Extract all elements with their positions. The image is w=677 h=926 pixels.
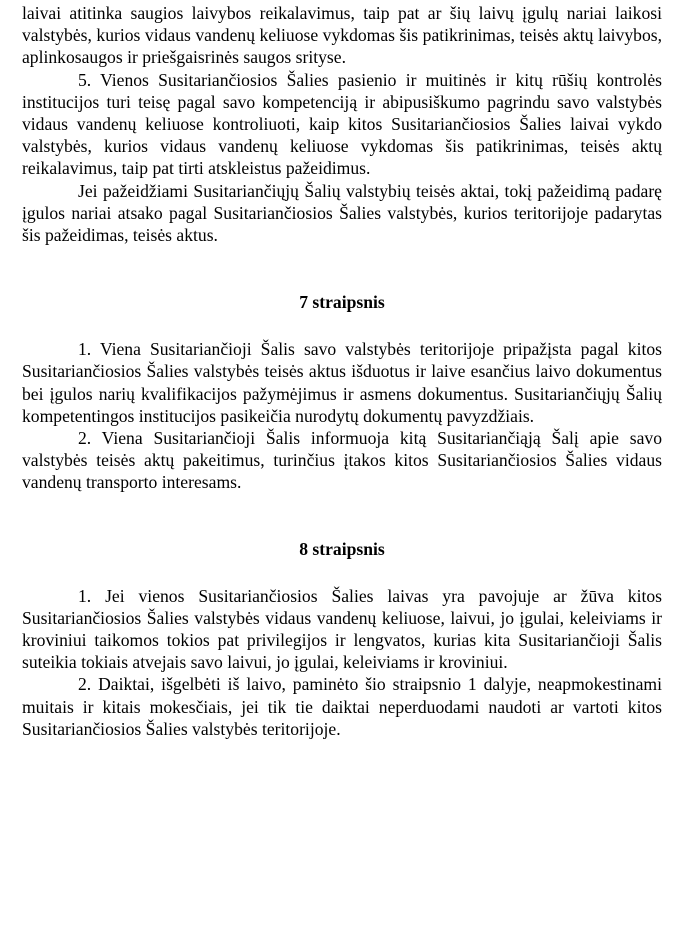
paragraph-continuation: laivai atitinka saugios laivybos reikalavimus, taip pat ar šių laivų įgulų nariai laikosi valstybės, kurios vidaus vandenų keliuose vykdomas šis patikrinimas, teisės aktų laivybos, aplinkosaugos ir priešgaisrinės saugos srityse.	[22, 3, 662, 68]
spacer	[22, 246, 662, 291]
article-7-heading: 7 straipsnis	[299, 292, 385, 313]
spacer	[22, 560, 662, 585]
article-8-heading: 8 straipsnis	[299, 538, 385, 559]
paragraph-6-liability: Jei pažeidžiami Susitariančiųjų Šalių valstybių teisės aktai, tokį pažeidimą padarę įgulos nariai atsako pagal Susitariančiosios Šalies valstybės, kurios teritorijoje padarytas šis pažeidimas, teisės aktus.	[22, 180, 662, 246]
document-page	[22, 2, 662, 740]
paragraph-8-2: 2. Daiktai, išgelbėti iš laivo, paminėto šio straipsnio 1 dalyje, neapmokestinami muitais ir kitais mokesčiais, jei tik tie daiktai neperduodami naudoti ar vartoti kitos Susitariančiosios Šalies valstybės teritorijoje.	[22, 674, 662, 739]
paragraph-7-1: 1. Viena Susitariančioji Šalis savo valstybės teritorijoje pripažįsta pagal kitos Susitariančiosios Šalies valstybės teisės aktus išduotus ir laive esančius laivo dokumentus bei įgulos narių kvalifikacijos pažymėjimus ir asmens dokumentus. Susitariančiųjų Šalių kompetentingos institucijos pasikeičia nurodytų dokumentų pavyzdžiais.	[22, 339, 662, 426]
spacer	[22, 313, 662, 338]
paragraph-6-5: 5. Vienos Susitariančiosios Šalies pasienio ir muitinės ir kitų rūšių kontrolės institucijos turi teisę pagal savo kompetenciją ir abipusiškumo pagrindu savo valstybės vidaus vandenų keliuose kontroliuoti, kaip kitos Susitariančiosios Šalies laivai vykdo valstybės, kurios vidaus vandenų keliuose vykdomas šis patikrinimas, teisės aktų reikalavimus, taip pat tirti atskleistus pažeidimus.	[22, 69, 662, 179]
paragraph-7-2: 2. Viena Susitariančioji Šalis informuoja kitą Susitariančiąją Šalį apie savo valstybės teisės aktų pakeitimus, turinčius įtakos kitos Susitariančiosios Šalies vidaus vandenų transporto interesams.	[22, 428, 662, 493]
paragraph-8-1: 1. Jei vienos Susitariančiosios Šalies laivas yra pavojuje ar žūva kitos Susitariančiosios Šalies valstybės vidaus vandenų keliuose, laivui, jo įgulai, keleiviams ir kroviniui taikomos tokios pat privilegijos ir lengvatos, kurias kita Susitariančioji Šalis suteikia tokiais atvejais savo laivui, jo įgulai, keleiviams ir kroviniui.	[22, 585, 662, 673]
spacer	[22, 494, 662, 538]
